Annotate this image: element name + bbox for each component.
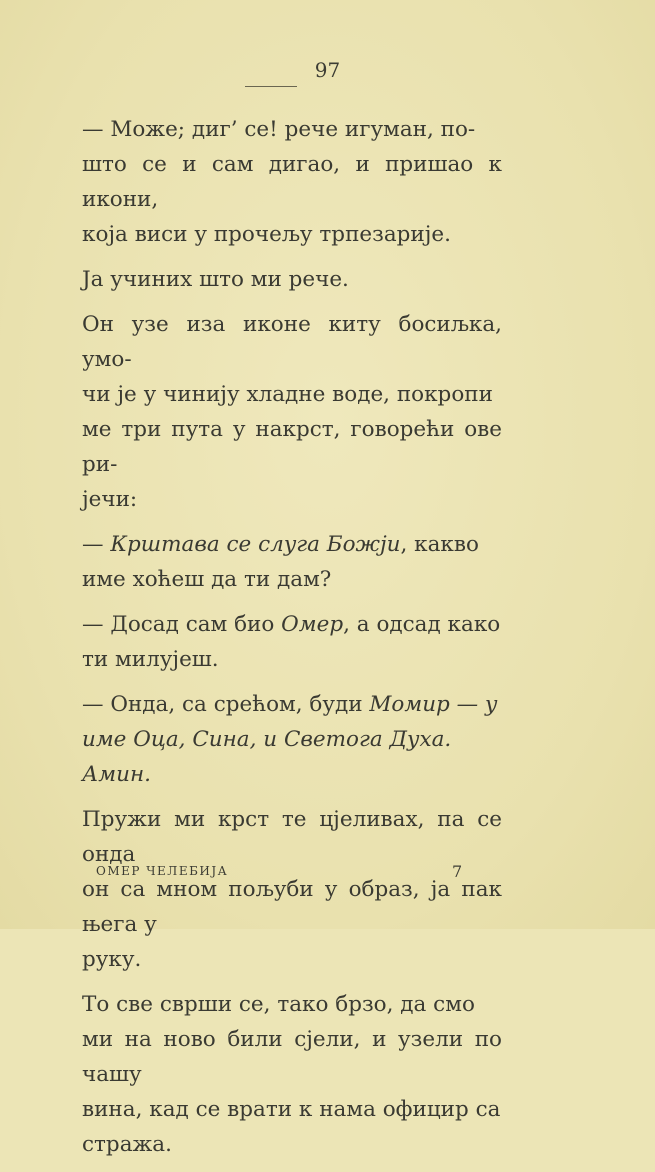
text-run: — Може; диг’ се! рече игуман, по- xyxy=(82,117,476,142)
paragraph xyxy=(82,607,502,677)
text-run: ме три пута у накрст, говорећи ове ри- xyxy=(82,417,502,477)
italic-text: Момир — у xyxy=(369,692,498,717)
footer xyxy=(96,862,466,881)
paragraph xyxy=(82,527,502,597)
body-text xyxy=(82,112,502,1172)
paragraph xyxy=(82,687,502,792)
text-run: — Досад сам био xyxy=(82,612,282,637)
text-run: јечи: xyxy=(82,487,138,512)
text-run: он са мном пољуби у образ, ја пак њега у xyxy=(82,877,502,937)
text-run: што се и сам дигао, и пришао к икони, xyxy=(82,152,502,212)
text-run: која виси у прочељу трпезарије. xyxy=(82,222,451,247)
paragraph xyxy=(82,802,502,977)
text-run: Он узе иза иконе киту босиљка, умо- xyxy=(82,312,502,372)
text-run: — Онда, са срећом, буди xyxy=(82,692,370,717)
italic-text: Омер xyxy=(281,612,344,637)
text-run: вина, кад се врати к нама официр са xyxy=(82,1097,501,1122)
text-run: ти милујеш. xyxy=(82,647,219,672)
text-run: Пружи ми крст те цјеливах, па се онда xyxy=(82,807,502,867)
text-run: — xyxy=(82,532,111,557)
page-number: 97 xyxy=(314,58,341,82)
text-run: име хоћеш да ти дам? xyxy=(82,567,332,592)
paragraph xyxy=(82,307,502,517)
page-number-rule xyxy=(245,86,297,87)
paragraph xyxy=(82,987,502,1162)
text-run: ми на ново били сјели, и узели по чашу xyxy=(82,1027,502,1087)
text-run: Ја учиних што ми рече. xyxy=(82,267,349,292)
paragraph xyxy=(82,112,502,252)
italic-text: Амин. xyxy=(82,762,151,787)
italic-text: Крштава се слуга Божји xyxy=(110,532,401,557)
text-run: руку. xyxy=(82,947,142,972)
italic-text: име Оца, Сина, и Светога Духа. xyxy=(82,727,452,752)
footer-book-title: ОМЕР ЧЕЛЕБИЈА xyxy=(96,864,229,878)
text-run: , какво xyxy=(400,532,479,557)
signature-mark: 7 xyxy=(452,862,463,881)
text-run: чи је у чинију хладне воде, покропи xyxy=(82,382,493,407)
text-run: То све сврши се, тако брзо, да смо xyxy=(82,992,475,1017)
paragraph xyxy=(82,262,502,297)
text-run: , а одсад како xyxy=(343,612,501,637)
text-run: стража. xyxy=(82,1132,172,1157)
